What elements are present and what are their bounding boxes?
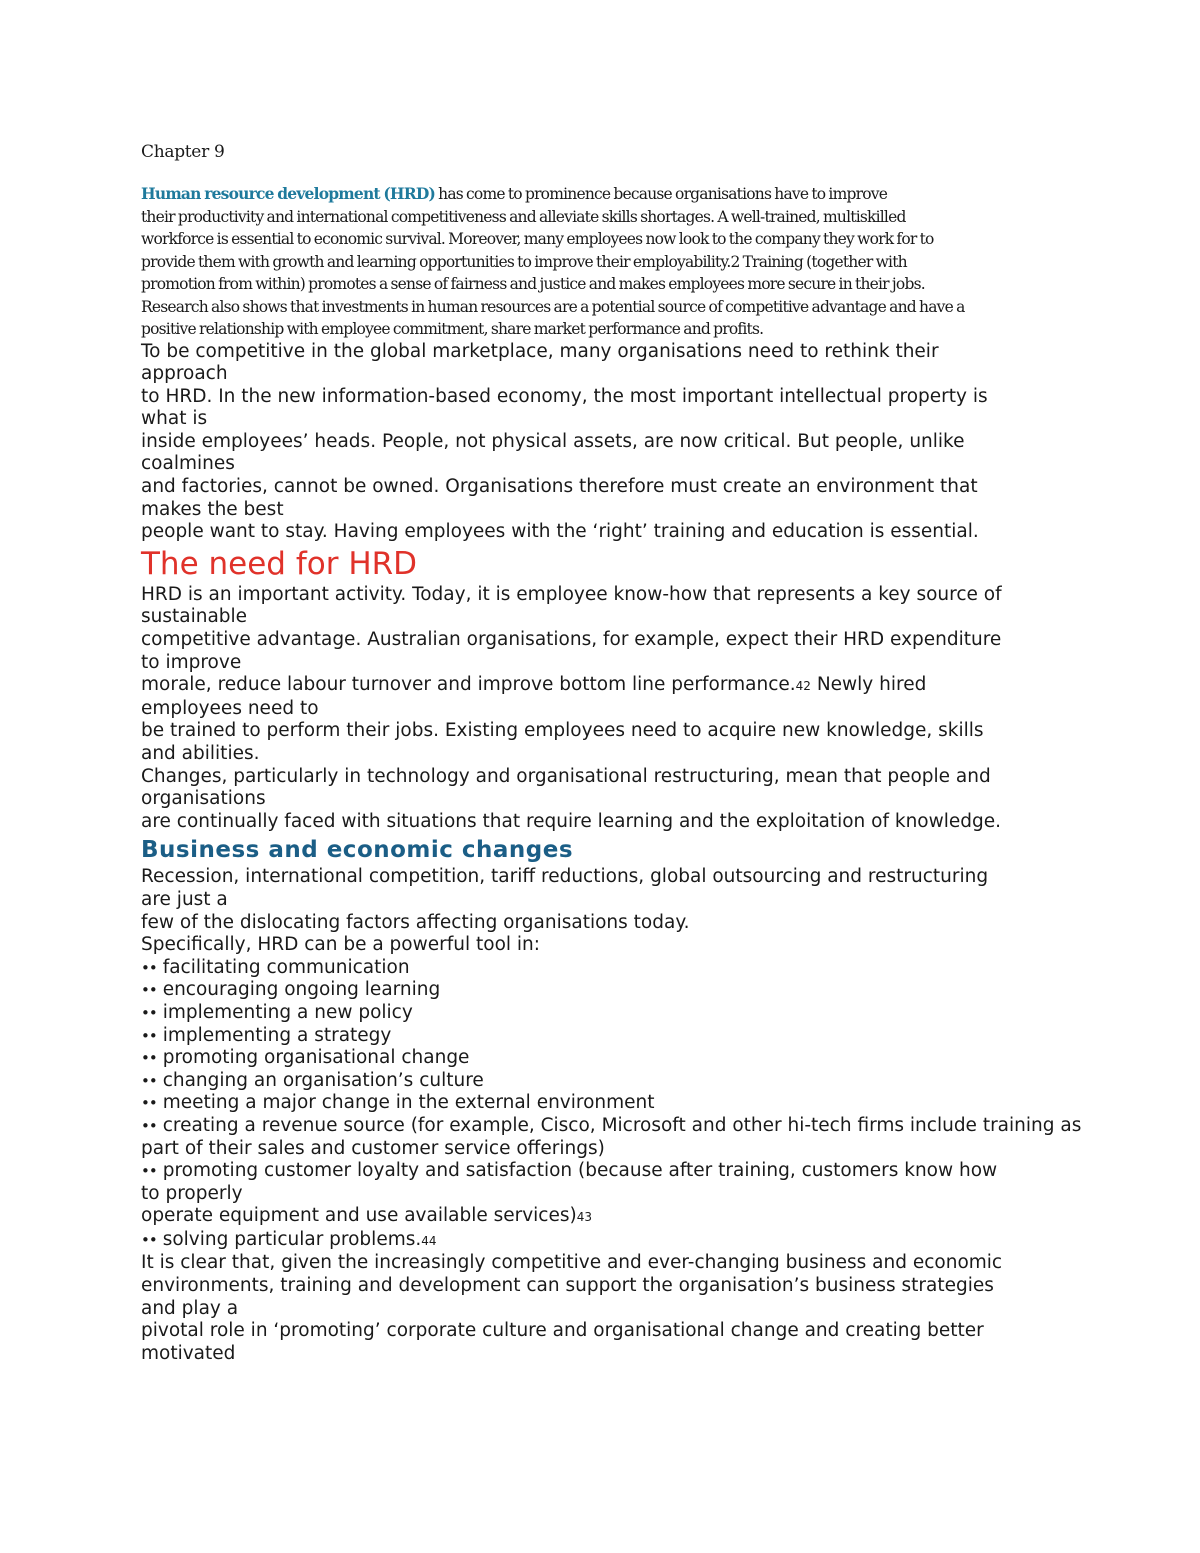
footnote-ref: 43 [576,1210,592,1225]
text-line: are just a [141,888,228,910]
bullet-item: •• promoting customer loyalty and satisfaction (because after training, customers know how [141,1160,998,1182]
intro-line: Research also shows that investments in human resources are a potential source of competitive advantage and have a [141,297,965,316]
bullet-marker: •• [141,1026,157,1045]
bullet-marker: •• [141,981,157,1000]
bullet-item: •• facilitating communication [141,956,410,978]
text-line: operate equipment and use available services)43 [141,1205,592,1227]
text-line: organisations [141,788,266,810]
hrd-term: Human resource development (HRD) [141,184,436,203]
bullet-item: •• encouraging ongoing learning [141,979,441,1001]
text-line: to properly [141,1182,243,1204]
footnote-ref: 44 [421,1233,437,1248]
text-line: pivotal role in ‘promoting’ corporate culture and organisational change and creating better [141,1320,984,1342]
text-line: to HRD. In the new information-based economy, the most important intellectual property is [141,385,988,407]
text-line: to improve [141,651,242,673]
text-line: environments, training and development can support the organisation’s business strategies [141,1275,994,1297]
text-line: makes the best [141,498,284,520]
bullet-marker: •• [141,1071,157,1090]
text-line: approach [141,363,228,385]
bullet-item: •• creating a revenue source (for example, Cisco, Microsoft and other hi-tech firms include training as [141,1114,1082,1136]
text-line: Specifically, HRD can be a powerful tool in: [141,934,541,956]
text-line: be trained to perform their jobs. Existing employees need to acquire new knowledge, skills [141,720,984,742]
text-line: Changes, particularly in technology and organisational restructuring, mean that people and [141,765,991,787]
text-line: To be competitive in the global marketplace, many organisations need to rethink their [141,340,939,362]
bullet-item: •• meeting a major change in the external environment [141,1092,655,1114]
bullet-item: •• changing an organisation’s culture [141,1069,484,1091]
text-line: inside employees’ heads. People, not physical assets, are now critical. But people, unlike [141,430,965,452]
text-line: coalmines [141,453,235,475]
text-line: and play a [141,1297,239,1319]
text-line: HRD is an important activity. Today, it is employee know-how that represents a key source of [141,583,1002,605]
intro-line: promotion from within) promotes a sense of fairness and justice and makes employees more secure in their jobs. [141,275,925,293]
text-line: people want to stay. Having employees with the ‘right’ training and education is essential. [141,521,979,543]
footnote-ref: 42 [795,679,811,694]
bullet-item: •• solving particular problems.44 [141,1228,437,1250]
text-line: competitive advantage. Australian organisations, for example, expect their HRD expenditure [141,629,1002,651]
text-line: morale, reduce labour turnover and improve bottom line performance.42 Newly hired [141,674,927,696]
intro-line: their productivity and international competitiveness and alleviate skills shortages. A well-trained, multiskilled [141,207,906,226]
text-line: and abilities. [141,743,260,764]
need-paragraph [141,584,1066,834]
bullet-marker: •• [141,1230,157,1249]
text-line: and factories, cannot be owned. Organisations therefore must create an environment that [141,476,978,498]
intro-line: workforce is essential to economic survival. Moreover, many employees now look to the company they work for to [141,230,934,248]
text-line: motivated [141,1342,236,1364]
intro-line: positive relationship with employee commitment, share market performance and profits. [141,320,764,338]
bullet-item: •• promoting organisational change [141,1047,470,1069]
bullet-marker: •• [141,1003,157,1022]
document-page [141,140,1082,1365]
intro-paragraph [141,183,1066,341]
text-line: Recession, international competition, tariff reductions, global outsourcing and restructuring [141,866,989,888]
chapter-label: Chapter 9 [141,142,225,162]
text-line: It is clear that, given the increasingly competitive and ever-changing business and economic [141,1252,1003,1274]
heading-need-for-hrd: The need for HRD [141,545,418,582]
bullet-marker: •• [141,1049,157,1068]
business-paragraph [141,866,1082,1365]
bullet-item: •• implementing a strategy [141,1024,392,1046]
bullet-marker: •• [141,1094,157,1113]
intro-first-line: Human resource development (HRD) has come to prominence because organisations have to improve [141,184,888,203]
bullet-item: •• implementing a new policy [141,1001,413,1023]
text-line: what is [141,408,208,430]
text-line: employees need to [141,697,319,719]
bullet-marker: •• [141,958,157,977]
bullet-marker: •• [141,1162,157,1181]
text-line: few of the dislocating factors affecting organisations today. [141,911,690,933]
heading-business-changes: Business and economic changes [141,837,574,864]
intro-line: provide them with growth and learning opportunities to improve their employability.2 Training (together with [141,252,907,271]
text-line: part of their sales and customer service offerings) [141,1137,605,1159]
text-line: sustainable [141,606,248,628]
competitive-paragraph [141,341,1066,544]
text-line: are continually faced with situations that require learning and the exploitation of knowledge. [141,810,1002,832]
bullet-marker: •• [141,1116,157,1135]
